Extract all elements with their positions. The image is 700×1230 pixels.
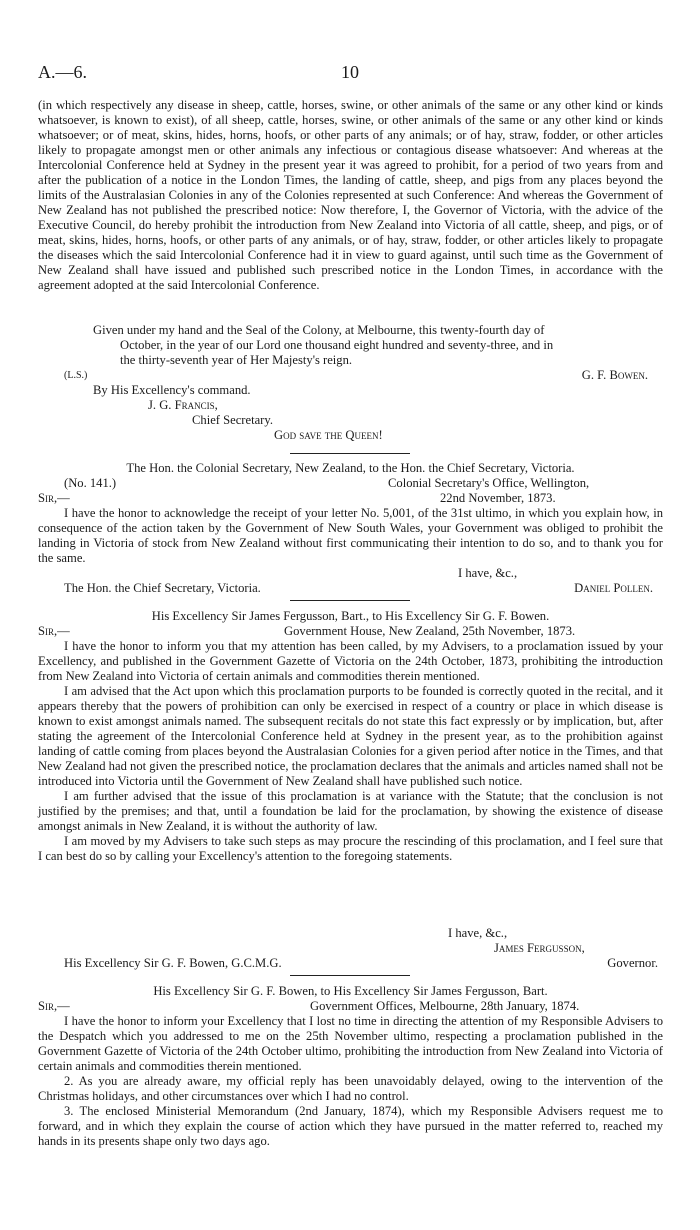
letter3-heading: His Excellency Sir G. F. Bowen, to His Excellency Sir James Fergusson, Bart. bbox=[153, 984, 548, 998]
letter1-addressee: The Hon. the Chief Secretary, Victoria. bbox=[64, 581, 261, 595]
separator-rule bbox=[290, 975, 410, 976]
letter2-heading: His Excellency Sir James Fergusson, Bart., to His Excellency Sir G. F. Bowen. bbox=[151, 609, 550, 623]
letter2-signoff: I have, &c., bbox=[448, 926, 508, 940]
given-line-2: October, in the year of our Lord one thousand eight hundred and seventy-three, and in bbox=[120, 338, 554, 352]
letter1-office: Colonial Secretary's Office, Wellington, bbox=[388, 476, 590, 490]
letter3-body bbox=[38, 1014, 663, 1149]
letter1-heading: The Hon. the Colonial Secretary, New Zealand, to the Hon. the Chief Secretary, Victoria. bbox=[126, 461, 575, 475]
letter1-date: 22nd November, 1873. bbox=[440, 491, 556, 505]
letter1-salutation: Sir,— bbox=[38, 491, 70, 505]
separator-rule bbox=[290, 453, 410, 454]
letter2-paragraph-1: I have the honor to inform you that my attention has been called, by my Advisers, to a proclamation issued by your Excellency, and published in the Government Gazette of Victoria on the 24th October, 1873, prohibiting the introduction from New Zealand into Victoria of certain animals and commodities therein mentioned. bbox=[38, 639, 663, 683]
seal-mark: (L.S.) bbox=[64, 370, 88, 381]
letter1-number: (No. 141.) bbox=[64, 476, 117, 490]
letter2-signature: James Fergusson, bbox=[494, 941, 585, 955]
letter2-salutation: Sir,— bbox=[38, 624, 70, 638]
proclamation-body: (in which respectively any disease in sheep, cattle, horses, swine, or other animals of the same or any other kind or kinds whatsoever, is known to exist), of all sheep, cattle, horses, swine, or other animals of the same or any other kind or kinds whatsoever; or of meat, skins, hides, horns, hoofs, or other parts of any animals; or of hay, straw, fodder, or other articles likely to propagate amongst men or other animals any infectious or contagious disease whatsoever: And whereas at the Intercolonial Conference held at Sydney in the present year it was agreed to prohibit, for a period of two years from and after the publication of a notice in the London Times, the landing of cattle, sheep, and pigs from any places beyond the limits of the Australasian Colonies in any of the Colonies represented at such Conference: And whereas the Government of New Zealand has not published the prescribed notice: Now therefore, I, the Governor of Victoria, with the advice of the Executive Council, do hereby prohibit the introduction from New Zealand into Victoria of all cattle, sheep, and pigs, or of meat, skins, hides, horns, hoofs, or other parts of any animals, or of hay, straw, fodder, or other articles likely to propagate the diseases which the said Intercolonial Conference had it in view to guard against, until such time as the Government of New Zealand shall have issued and published such prescribed notice in the London Times, in accordance with the agreement adopted at the said Intercolonial Conference. bbox=[38, 98, 663, 292]
proclamation-closing: God save the Queen! bbox=[274, 428, 383, 442]
letter3-paragraph-1: I have the honor to inform your Excellency that I lost no time in directing the attention of my Responsible Advisers to the Despatch which you addressed to me on the 25th November ultimo, respecting a proclamation published in the Government Gazette of Victoria of the 24th October ultimo, prohibiting the introduction from New Zealand into Victoria of certain animals and commodities therein mentioned. bbox=[38, 1014, 663, 1073]
page-number: 10 bbox=[341, 62, 359, 82]
letter3-paragraph-2: 2. As you are already aware, my official reply has been unavoidably delayed, owing to the intervention of the Christmas holidays, and other circumstances over which I had no control. bbox=[38, 1074, 663, 1103]
given-line-3: the thirty-seventh year of Her Majesty's reign. bbox=[120, 353, 353, 367]
letter2-place-date: Government House, New Zealand, 25th November, 1873. bbox=[284, 624, 576, 638]
letter3-place-date: Government Offices, Melbourne, 28th January, 1874. bbox=[310, 999, 580, 1013]
letter2-paragraph-3: I am further advised that the issue of this proclamation is at variance with the Statute; that the conclusion is not justified by the premises; and that, until a foundation be laid for the proclamation, by showing the existence of disease amongst animals in New Zealand, it is without the authority of law. bbox=[38, 789, 663, 833]
secretary-title: Chief Secretary. bbox=[192, 413, 274, 427]
command-line: By His Excellency's command. bbox=[93, 383, 251, 397]
letter2-body bbox=[38, 639, 663, 864]
letter1-paragraph: I have the honor to acknowledge the receipt of your letter No. 5,001, of the 31st ultimo, in which you explain how, in consequence of the action taken by the Government of New South Wales, your Government was obliged to prohibit the landing in Victoria of stock from New Zealand without first communicating their intention to do so, and to thank you for the same. bbox=[38, 506, 663, 565]
letter2-paragraph-2: I am advised that the Act upon which this proclamation purports to be founded is correctly quoted in the recital, and it appears thereby that the powers of prohibition can only be exercised in respect of a country or place in which disease is known to exist amongst animals named. The subsequent recitals do not state this fact expressly or by implication, but, after stating the agreement of the Intercolonial Conference held at Sydney in the present year, as to the prohibition against landing of cattle coming from places beyond the Australasian Colonies for a given period after notice in the Times, and that New Zealand had not given the prescribed notice, the proclamation declares that the animals and articles named shall not be introduced into Victoria until the Government of New Zealand shall have published such notice. bbox=[38, 684, 663, 788]
letter1-signature: Daniel Pollen. bbox=[574, 581, 653, 595]
letter1-body bbox=[38, 506, 663, 566]
governor-signature: G. F. Bowen. bbox=[581, 368, 648, 382]
letter3-paragraph-3: 3. The enclosed Ministerial Memorandum (2nd January, 1874), which my Responsible Advisers request me to forward, and in which they explain the course of action which they have pursued in the matter referred to, reached my hands in its presents shape only two days ago. bbox=[38, 1104, 663, 1148]
separator-rule bbox=[290, 600, 410, 601]
letter2-signer-title: Governor. bbox=[607, 956, 658, 970]
letter2-addressee: His Excellency Sir G. F. Bowen, G.C.M.G. bbox=[64, 956, 282, 970]
letter2-paragraph-4: I am moved by my Advisers to take such steps as may procure the rescinding of this proclamation, and I feel sure that I can best do so by calling your Excellency's attention to the foregoing statements. bbox=[38, 834, 663, 863]
letter1-signoff: I have, &c., bbox=[458, 566, 518, 580]
letter3-salutation: Sir,— bbox=[38, 999, 70, 1013]
page-header bbox=[38, 62, 662, 84]
section-code: A.—6. bbox=[38, 62, 87, 82]
given-line-1: Given under my hand and the Seal of the Colony, at Melbourne, this twenty-fourth day of bbox=[93, 323, 545, 337]
secretary-name: J. G. Francis, bbox=[148, 398, 218, 412]
